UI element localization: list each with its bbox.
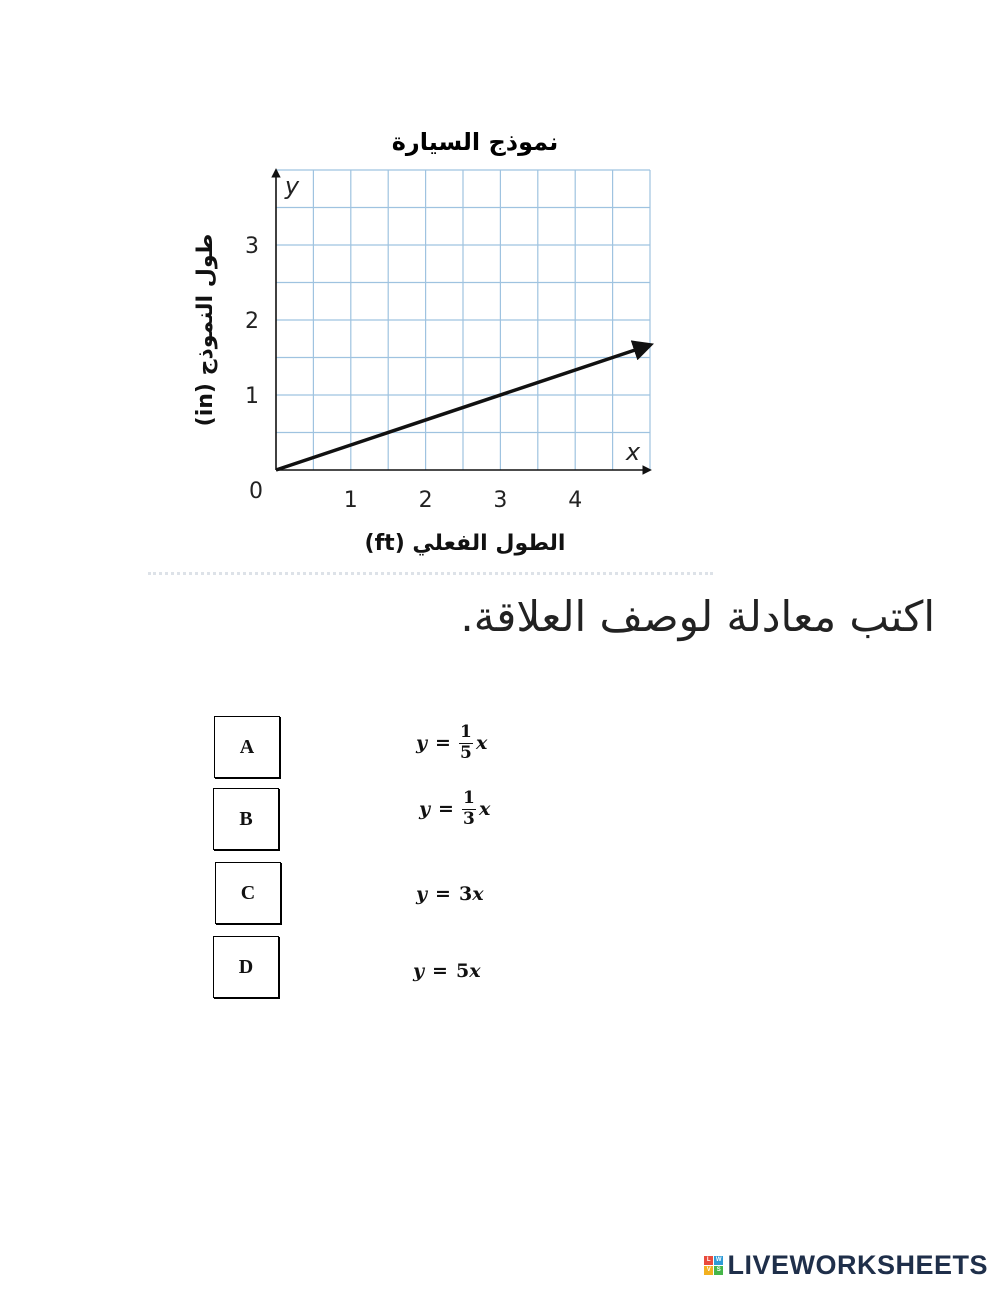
y-tick-label: 3 (245, 234, 259, 259)
eq-rhs: x (478, 798, 491, 821)
option-a-box[interactable]: A (214, 716, 280, 778)
x-tick-label: 3 (493, 488, 508, 513)
x-tick-labels (344, 488, 582, 513)
logo-tile: W (715, 1256, 723, 1263)
chart-title: نموذج السيارة (391, 128, 559, 156)
y-tick-labels (245, 234, 259, 409)
option-d-equation (413, 960, 481, 982)
origin-label: 0 (249, 479, 263, 504)
liveworksheets-logo-icon (704, 1256, 723, 1275)
eq-rhs: x (472, 883, 484, 905)
option-c-box[interactable]: C (215, 862, 281, 924)
question-text: اكتب معادلة لوصف العلاقة. (460, 592, 935, 641)
eq-coefficient: 3 (458, 883, 473, 905)
eq-op: = (435, 883, 451, 905)
option-a-equation (416, 724, 487, 763)
option-d-box[interactable]: D (213, 936, 279, 998)
eq-lhs: y (416, 883, 428, 905)
x-tick-label: 4 (568, 488, 583, 513)
fraction-numerator: 1 (463, 788, 475, 808)
fraction-denominator: 5 (460, 742, 472, 763)
dotted-separator (148, 572, 713, 575)
fraction-denominator: 3 (463, 808, 475, 829)
x-axis-label: الطول الفعلي (ft) (364, 531, 566, 556)
x-tick-label: 2 (418, 488, 433, 513)
y-tick-label: 2 (245, 309, 259, 334)
eq-fraction (459, 724, 473, 763)
eq-lhs: y (413, 960, 425, 982)
x-tick-label: 1 (343, 488, 358, 513)
option-b-box[interactable]: B (213, 788, 279, 850)
logo-tile: S (714, 1266, 723, 1275)
eq-op: = (432, 960, 448, 982)
y-var-label: y (284, 172, 300, 200)
eq-lhs: y (416, 732, 428, 755)
eq-op: = (435, 732, 451, 755)
logo-tile: V (704, 1266, 713, 1275)
y-axis-label: طول النموذج (in) (193, 233, 218, 427)
eq-rhs: x (469, 960, 481, 982)
eq-op: = (438, 798, 454, 821)
eq-fraction (462, 790, 476, 829)
car-model-chart (0, 0, 1000, 580)
logo-tile: L (704, 1256, 713, 1265)
eq-coefficient: 5 (455, 960, 470, 982)
fraction-numerator: 1 (460, 722, 472, 742)
liveworksheets-brand (704, 1250, 988, 1280)
option-b-equation (419, 790, 490, 829)
eq-lhs: y (419, 798, 431, 821)
y-tick-label: 1 (245, 384, 259, 409)
x-var-label: x (625, 438, 641, 466)
chart-grid (276, 170, 650, 470)
brand-name: LIVEWORKSHEETS (727, 1249, 988, 1280)
option-c-equation (416, 883, 484, 905)
eq-rhs: x (475, 732, 488, 755)
